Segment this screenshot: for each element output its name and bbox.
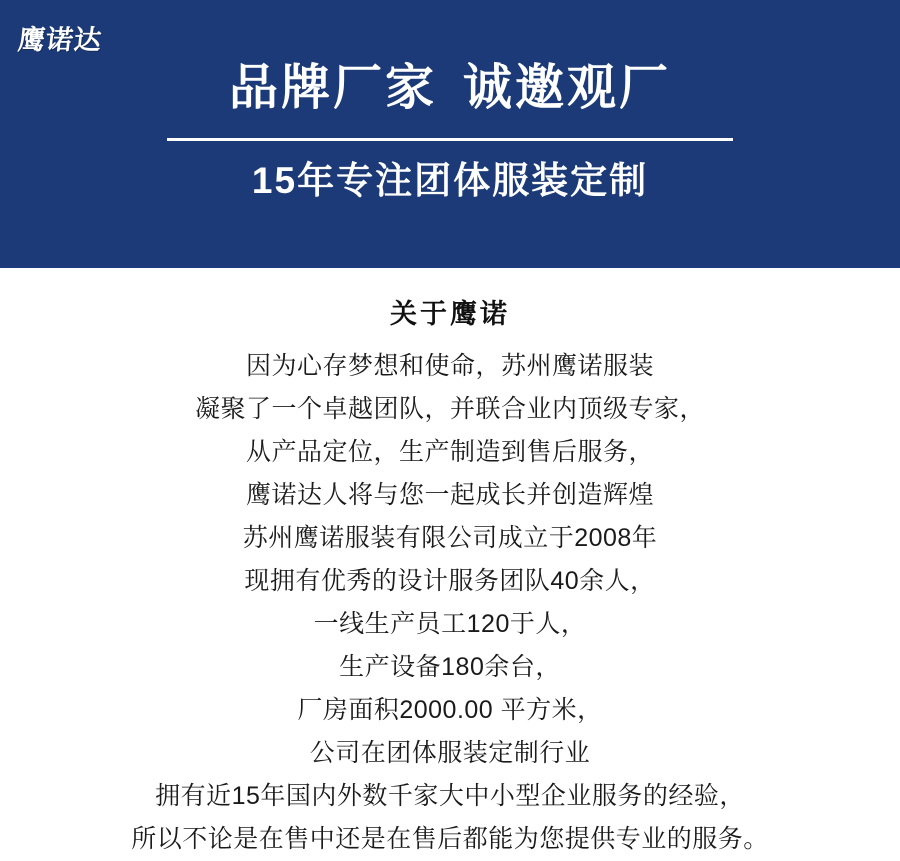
about-line: 公司在团体服装定制行业 xyxy=(309,739,591,767)
banner-divider xyxy=(167,138,733,141)
hero-banner xyxy=(0,0,900,268)
about-line: 因为心存梦想和使命，苏州鹰诺服装 xyxy=(245,352,654,380)
banner-headline-part2: 诚邀观厂 xyxy=(463,61,672,115)
about-body xyxy=(0,345,900,861)
about-line: 从产品定位，生产制造到售后服务， xyxy=(245,438,654,466)
about-line: 凝聚了一个卓越团队，并联合业内顶级专家， xyxy=(194,395,705,423)
about-line: 拥有近15年国内外数千家大中小型企业服务的经验， xyxy=(155,782,745,810)
brand-logo-icon: 鹰诺达 xyxy=(16,24,104,56)
about-heading: 关于鹰诺 xyxy=(390,299,510,329)
banner-headline xyxy=(229,62,671,116)
about-line: 鹰诺达人将与您一起成长并创造辉煌 xyxy=(245,481,654,509)
banner-subheadline: 15年专注团体服装定制 xyxy=(251,159,649,201)
about-line: 生产设备180余台， xyxy=(339,653,561,681)
about-line: 苏州鹰诺服装有限公司成立于2008年 xyxy=(242,524,658,552)
about-line: 一线生产员工120于人， xyxy=(313,610,587,638)
about-line: 厂房面积2000.00 平方米， xyxy=(297,696,603,724)
banner-headline-part1: 品牌厂家 xyxy=(228,61,437,115)
about-line: 现拥有优秀的设计服务团队40余人， xyxy=(244,567,656,595)
about-section xyxy=(0,268,900,861)
about-line: 所以不论是在售中还是在售后都能为您提供专业的服务。 xyxy=(131,825,769,853)
brand-logo xyxy=(18,14,128,66)
